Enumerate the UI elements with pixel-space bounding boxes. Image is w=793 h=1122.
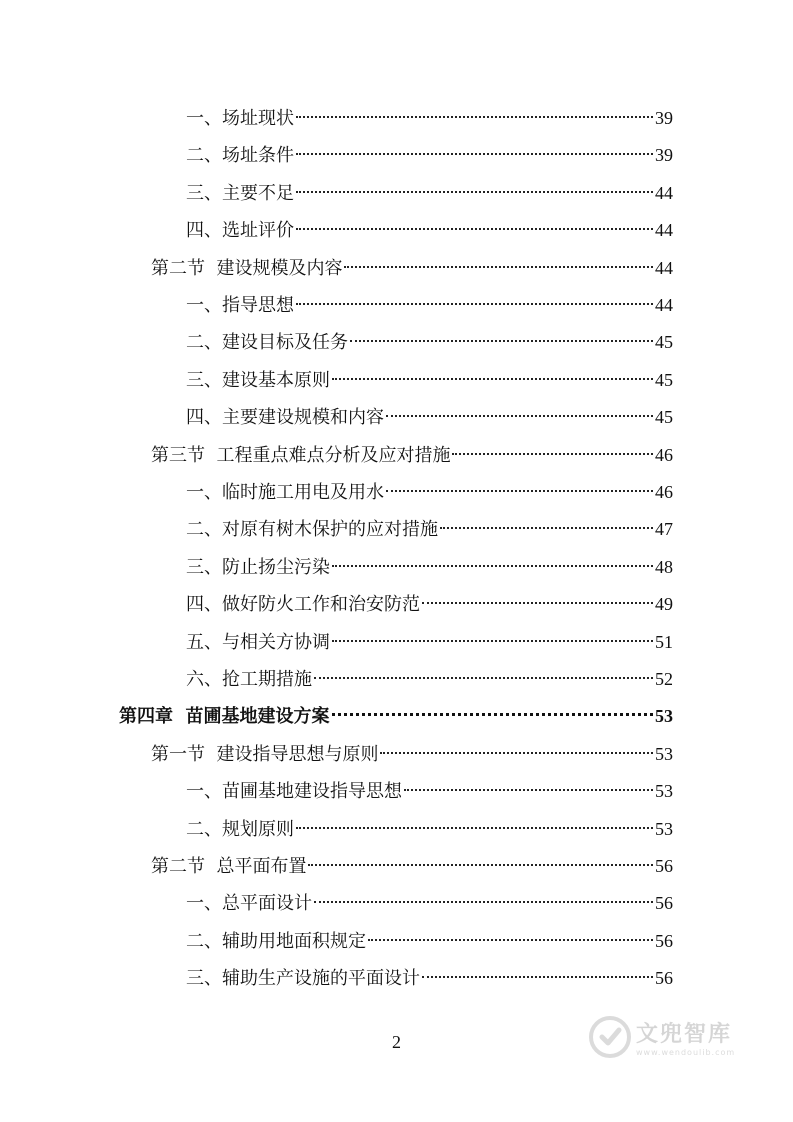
toc-entry-page: 49 [655,594,673,615]
toc-leader-dots [422,976,653,978]
toc-entry[interactable] [186,179,673,207]
toc-leader-dots [404,789,653,791]
toc-entry[interactable] [186,889,673,917]
toc-entry-page: 47 [655,519,673,540]
toc-entry-page: 46 [655,482,673,502]
toc-leader-dots [380,752,653,754]
toc-leader-dots [296,303,653,305]
toc-entry[interactable] [186,104,673,132]
toc-entry-label: 三、防止扬尘污染 [186,556,330,578]
toc-entry-page: 45 [655,369,673,390]
watermark-title: 文兜智库 [636,1022,733,1047]
toc-entry-page: 39 [655,108,673,128]
toc-entry-page: 48 [655,556,673,577]
toc-entry-page: 51 [655,631,673,652]
toc-leader-dots [332,713,653,716]
toc-leader-dots [422,602,653,604]
toc-entry-label: 一、苗圃基地建设指导思想 [186,781,402,803]
toc-entry-page: 56 [655,968,673,989]
toc-leader-dots [332,640,653,642]
toc-leader-dots [332,565,653,567]
toc-entry-label: 二、建设目标及任务 [186,332,348,354]
toc-leader-dots [350,340,653,342]
toc-entry[interactable] [151,852,673,880]
toc-entry-label: 一、指导思想 [186,295,294,316]
toc-leader-dots [386,490,653,492]
toc-leader-dots [296,191,653,193]
toc-leader-dots [314,677,653,679]
toc-entry-page: 56 [655,930,673,951]
toc-entry-page: 44 [655,295,673,315]
toc-entry-page: 53 [655,743,673,764]
toc-entry-page: 45 [655,332,673,353]
toc-entry[interactable] [186,964,673,992]
toc-leader-dots [440,527,653,529]
toc-leader-dots [296,116,653,118]
toc-entry-page: 53 [655,818,673,839]
toc-entry-label: 第二节 建设规模及内容 [151,257,343,279]
toc-entry-page: 39 [655,145,673,166]
toc-entry-label: 二、规划原则 [186,818,294,840]
toc-entry[interactable] [186,291,673,319]
toc-entry-label: 二、辅助用地面积规定 [186,930,366,952]
toc-entry[interactable] [186,366,673,394]
toc-entry[interactable] [186,478,673,506]
toc-leader-dots [296,827,653,829]
toc-entry[interactable] [186,628,673,656]
toc-entry-page: 53 [655,706,673,727]
toc-entry-label: 三、建设基本原则 [186,369,330,391]
toc-entry-label: 第四章 苗圃基地建设方案 [119,706,330,728]
toc-entry-page: 56 [655,893,673,914]
toc-entry-page: 44 [655,182,673,203]
toc-entry-page: 53 [655,781,673,802]
toc-entry[interactable] [151,254,673,282]
toc-leader-dots [296,228,653,230]
toc-entry-label: 一、总平面设计 [186,893,312,915]
watermark [588,1015,735,1059]
toc-entry[interactable] [186,141,673,169]
toc-entry-label: 二、场址条件 [186,145,294,167]
toc-entry-page: 45 [655,407,673,428]
toc-entry-label: 一、场址现状 [186,108,294,129]
toc-entry[interactable] [151,441,673,469]
toc-entry-label: 二、对原有树木保护的应对措施 [186,519,438,541]
toc-entry-page: 44 [655,220,673,241]
toc-entry[interactable] [186,815,673,843]
toc-entry[interactable] [186,553,673,581]
toc-entry-page: 46 [655,444,673,465]
toc-entry[interactable] [151,740,673,768]
toc-entry-label: 第三节 工程重点难点分析及应对措施 [151,444,451,466]
toc-entry[interactable] [186,515,673,543]
toc-entry[interactable] [186,328,673,356]
wendou-logo-icon [588,1015,632,1059]
toc-entry-label: 四、主要建设规模和内容 [186,407,384,429]
toc-entry-label: 一、临时施工用电及用水 [186,482,384,503]
toc-entry-label: 六、抢工期措施 [186,669,312,690]
watermark-url: www.wendoulib.com [636,1048,736,1057]
toc-entry[interactable] [186,927,673,955]
toc-entry-label: 第二节 总平面布置 [151,856,307,877]
toc-entry-page: 56 [655,856,673,876]
toc-entry-label: 第一节 建设指导思想与原则 [151,743,379,765]
toc-entry[interactable] [186,216,673,244]
toc-entry-page: 44 [655,257,673,278]
toc-entry-label: 四、做好防火工作和治安防范 [186,594,420,616]
toc-entry-label: 三、主要不足 [186,182,294,204]
toc-leader-dots [386,415,653,417]
toc-leader-dots [368,939,653,941]
toc-entry-page: 52 [655,669,673,689]
toc-entry-label: 三、辅助生产设施的平面设计 [186,968,420,990]
toc-leader-dots [296,153,653,155]
toc-leader-dots [332,378,653,380]
toc-leader-dots [452,453,653,455]
toc-entry[interactable] [119,702,673,730]
toc-entry[interactable] [186,665,673,693]
toc-leader-dots [314,901,653,903]
page-number: 2 [392,1032,401,1052]
toc-entry[interactable] [186,403,673,431]
toc-leader-dots [308,864,653,866]
toc-entry-label: 四、选址评价 [186,220,294,242]
toc-entry-label: 五、与相关方协调 [186,631,330,653]
toc-entry[interactable] [186,590,673,618]
toc-leader-dots [344,266,653,268]
toc-entry[interactable] [186,777,673,805]
